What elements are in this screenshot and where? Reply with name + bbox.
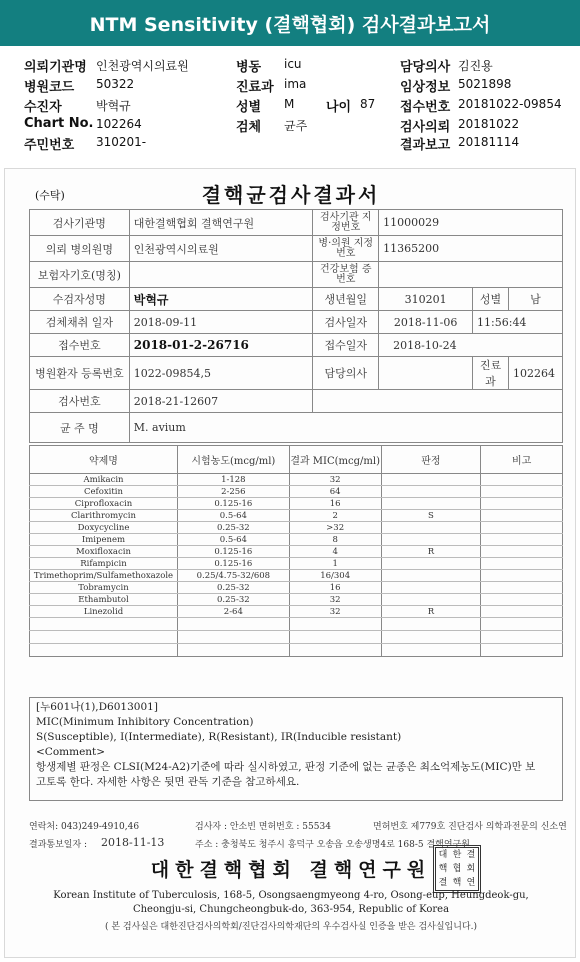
institute-address-line-1: Korean Institute of Tuberculosis, 168-5, Osongsaengmyeong 4-ro, Osong-eup, Heungdeok-gu, [53, 890, 529, 901]
drug-name: Imipenem [30, 534, 178, 546]
drug-name: Rifampicin [30, 558, 178, 570]
notes-mic-definition: MIC(Minimum Inhibitory Concentration) [36, 716, 254, 728]
drug-name: Amikacin [30, 474, 178, 486]
footer-phone: 연락처: 043)249-4910,46 [29, 822, 140, 832]
certification-disclaimer: ( 본 검사실은 대한진단검사의학회/진단검사의학재단의 우수검사실 인증을 받은 검사실입니다.) [104, 922, 477, 932]
sex-value-doc: 남 [508, 288, 562, 311]
dept-label-doc: 진료과 [473, 357, 509, 390]
remark [481, 510, 563, 522]
request-label: 검사의뢰 [400, 120, 451, 135]
test-concentration: 0.125-16 [177, 558, 289, 570]
specimen-label: 검체 [236, 120, 262, 135]
interpretation [381, 522, 481, 534]
document-title: 결핵균검사결과서 [201, 183, 381, 207]
empty-cell [481, 644, 563, 657]
table-row [30, 582, 563, 594]
strain-value: M. avium [129, 413, 562, 443]
dept-value-doc: 102264 [508, 357, 562, 390]
footer-report-date: 2018-11-13 [101, 836, 165, 849]
test-no-blank [313, 390, 563, 413]
mic-result: 2 [289, 510, 381, 522]
report-header [0, 52, 580, 152]
seal-glyph: 핵 [452, 878, 462, 888]
insurance-no-value [379, 262, 563, 288]
table-row [30, 546, 563, 558]
table-row [30, 486, 563, 498]
table-row [30, 534, 563, 546]
empty-cell [289, 631, 381, 644]
table-row-empty [30, 618, 563, 631]
mic-result: 16/304 [289, 570, 381, 582]
interpretation [381, 558, 481, 570]
suptak-label: (수탁) [35, 189, 65, 202]
specimen-value: 균주 [284, 119, 308, 133]
test-concentration: 0.125-16 [177, 546, 289, 558]
interpretation [381, 570, 481, 582]
accession-value: 20181022-09854 [458, 97, 562, 111]
drug-name: Cefoxitin [30, 486, 178, 498]
strain-label: 균 주 명 [30, 413, 130, 443]
drug-name: Linezolid [30, 606, 178, 618]
client-value: 인천광역시의료원 [129, 236, 313, 262]
remark [481, 546, 563, 558]
insurance-no-label: 건강보험 증번호 [313, 262, 379, 288]
empty-cell [177, 644, 289, 657]
sex-value: M [284, 97, 295, 111]
interpretation: R [381, 606, 481, 618]
test-concentration: 0.25-32 [177, 582, 289, 594]
reg-label: 병원환자 등록번호 [30, 357, 130, 390]
table-row [30, 570, 563, 582]
test-concentration: 0.25/4.75-32/608 [177, 570, 289, 582]
table-row [30, 522, 563, 534]
drug-name: Ethambutol [30, 594, 178, 606]
official-seal-stamp [433, 845, 481, 893]
interpretation [381, 534, 481, 546]
test-concentration: 2-64 [177, 606, 289, 618]
ward-value: icu [284, 57, 302, 71]
empty-cell [30, 631, 178, 644]
doctor-value-doc [379, 357, 473, 390]
table-row-empty [30, 644, 563, 657]
empty-cell [381, 631, 481, 644]
receipt-label: 접수일자 [313, 334, 379, 357]
insurance-value [129, 262, 313, 288]
patient-value: 박혁규 [96, 99, 131, 113]
hospital-value: 인천광역시의료원 [96, 59, 189, 73]
interpretation: R [381, 546, 481, 558]
lab-code-label: 검사기관 지정번호 [313, 210, 379, 236]
empty-cell [30, 618, 178, 631]
remark [481, 522, 563, 534]
insurance-label: 보험자기호(명칭) [30, 262, 130, 288]
sex-label-doc: 성별 [473, 288, 509, 311]
patient-label: 수진자 [24, 100, 62, 115]
notes-comment-2: 고토록 한다. 자세한 사항은 뒷면 관독 기준을 참고하세요. [36, 776, 300, 788]
interpretation: S [381, 510, 481, 522]
test-concentration: 0.25-32 [177, 594, 289, 606]
mic-result: 32 [289, 594, 381, 606]
table-row [30, 558, 563, 570]
mic-header: 결과 MIC(mcg/ml) [289, 446, 381, 474]
seal-glyph: 회 [466, 864, 476, 874]
scanned-report [4, 168, 576, 958]
doctor-value: 김진용 [458, 59, 493, 73]
reg-value: 1022-09854,5 [129, 357, 313, 390]
rrn-label: 주민번호 [24, 138, 75, 153]
dept-label: 진료과 [236, 80, 274, 95]
patient-info-table [29, 209, 563, 443]
lab-label: 검사기관명 [30, 210, 130, 236]
seal-glyph: 결 [438, 878, 448, 888]
accession-label: 접수번호 [400, 100, 451, 115]
lab-value: 대한결핵협회 결핵연구원 [129, 210, 313, 236]
clinical-value: 5021898 [458, 77, 512, 91]
interpretation-header: 판정 [381, 446, 481, 474]
table-row [30, 498, 563, 510]
remark [481, 570, 563, 582]
dept-value: ima [284, 77, 307, 91]
ward-label: 병동 [236, 60, 262, 75]
collect-label: 검체채취 일자 [30, 311, 130, 334]
empty-cell [381, 644, 481, 657]
conc-header: 시험농도(mcg/ml) [177, 446, 289, 474]
footer-report-date-label: 결과통보일자 : [29, 840, 88, 850]
doctor-label: 담당의사 [400, 60, 451, 75]
empty-cell [289, 644, 381, 657]
receipt-value: 2018-10-24 [379, 334, 563, 357]
drug-name: Trimethoprim/Sulfamethoxazole [30, 570, 178, 582]
accession-label-doc: 접수번호 [30, 334, 130, 357]
interpretation [381, 498, 481, 510]
drug-sensitivity-table [29, 445, 563, 657]
notes-code: [누601나(1),D6013001] [36, 701, 158, 713]
empty-cell [481, 631, 563, 644]
test-concentration: 0.25-32 [177, 522, 289, 534]
test-concentration: 0.5-64 [177, 510, 289, 522]
empty-cell [30, 644, 178, 657]
hospital-label: 의뢰기관명 [24, 60, 87, 75]
age-label: 나이 [326, 100, 352, 115]
chart-label: Chart No. [24, 116, 94, 131]
mic-result: 16 [289, 582, 381, 594]
institute-address-line-2: Cheongju-si, Chungcheongbuk-do, 363-954, Republic of Korea [132, 904, 450, 915]
test-time-value: 11:56:44 [473, 311, 563, 334]
empty-cell [289, 618, 381, 631]
drug-name: Moxifloxacin [30, 546, 178, 558]
notes-comment-heading: <Comment> [36, 746, 106, 758]
report-value: 20181114 [458, 135, 520, 149]
mic-result: 4 [289, 546, 381, 558]
drug-header: 약제명 [30, 446, 178, 474]
seal-glyph: 연 [466, 878, 476, 888]
table-row-empty [30, 631, 563, 644]
report-title: NTM Sensitivity (결핵협회) 검사결과보고서 [0, 0, 580, 46]
mic-result: >32 [289, 522, 381, 534]
empty-cell [381, 618, 481, 631]
rrn-value: 310201- [96, 135, 147, 149]
client-label: 의뢰 병의원명 [30, 236, 130, 262]
interpretation [381, 582, 481, 594]
footer-address: 주소 : 충청북도 청주시 흥덕구 오송읍 오송생명4로 168-5 결핵연구원 [195, 840, 470, 850]
institute-name-kr: 대한결핵협회 결핵연구원 [150, 859, 432, 881]
accession-value-doc: 2018-01-2-26716 [129, 334, 313, 357]
notes-box [29, 697, 563, 801]
lab-code-value: 11000029 [379, 210, 563, 236]
test-date-label: 검사일자 [313, 311, 379, 334]
table-row [30, 510, 563, 522]
remark [481, 594, 563, 606]
doctor-label-doc: 담당의사 [313, 357, 379, 390]
empty-cell [177, 618, 289, 631]
mic-result: 64 [289, 486, 381, 498]
drug-name: Tobramycin [30, 582, 178, 594]
remark [481, 558, 563, 570]
remark [481, 498, 563, 510]
mic-result: 1 [289, 558, 381, 570]
code-label: 병원코드 [24, 80, 75, 95]
client-code-label: 병·의원 지정번호 [313, 236, 379, 262]
mic-result: 32 [289, 474, 381, 486]
table-row [30, 594, 563, 606]
test-date-value: 2018-11-06 [379, 311, 473, 334]
dob-value: 310201 [379, 288, 473, 311]
test-concentration: 0.5-64 [177, 534, 289, 546]
test-concentration: 1-128 [177, 474, 289, 486]
seal-glyph: 한 [452, 850, 462, 860]
request-value: 20181022 [458, 117, 520, 131]
remark-header: 비고 [481, 446, 563, 474]
seal-glyph: 협 [452, 864, 462, 874]
seal-glyph: 대 [438, 850, 448, 860]
mic-result: 16 [289, 498, 381, 510]
interpretation [381, 594, 481, 606]
clinical-label: 임상정보 [400, 80, 451, 95]
notes-legend: S(Susceptible), I(Intermediate), R(Resistant), IR(Inducible resistant) [36, 731, 402, 743]
remark [481, 582, 563, 594]
drug-name: Clarithromycin [30, 510, 178, 522]
test-no-value: 2018-21-12607 [129, 390, 313, 413]
sex-label: 성별 [236, 100, 262, 115]
remark [481, 474, 563, 486]
seal-glyph: 핵 [438, 864, 448, 874]
remark [481, 534, 563, 546]
test-concentration: 2-256 [177, 486, 289, 498]
name-label: 수검자성명 [30, 288, 130, 311]
test-no-label: 검사번호 [30, 390, 130, 413]
drug-name: Ciprofloxacin [30, 498, 178, 510]
collect-value: 2018-09-11 [129, 311, 313, 334]
drug-name: Doxycycline [30, 522, 178, 534]
test-concentration: 0.125-16 [177, 498, 289, 510]
mic-result: 8 [289, 534, 381, 546]
name-value: 박혁규 [129, 288, 313, 311]
remark [481, 606, 563, 618]
institute-address-en [5, 889, 577, 917]
age-value: 87 [360, 97, 376, 111]
table-row [30, 474, 563, 486]
notes-comment-1: 항생제별 판정은 CLSI(M24-A2)기준에 따라 실시하였고, 판정 기준에 없는 균종은 최소억제농도(MIC)만 보 [36, 761, 536, 773]
table-row [30, 606, 563, 618]
footer-tester: 검사자 : 안소빈 면허번호 : 55534 [195, 822, 331, 832]
mic-result: 32 [289, 606, 381, 618]
report-label: 결과보고 [400, 138, 451, 153]
empty-cell [177, 631, 289, 644]
empty-cell [481, 618, 563, 631]
seal-glyph: 결 [466, 850, 476, 860]
code-value: 50322 [96, 77, 135, 91]
footer-director: 면허번호 제779호 진단검사 의학과전문의 신소연 [373, 822, 567, 832]
interpretation [381, 486, 481, 498]
chart-value: 102264 [96, 117, 142, 131]
remark [481, 486, 563, 498]
interpretation [381, 474, 481, 486]
dob-label: 생년월일 [313, 288, 379, 311]
client-code-value: 11365200 [379, 236, 563, 262]
